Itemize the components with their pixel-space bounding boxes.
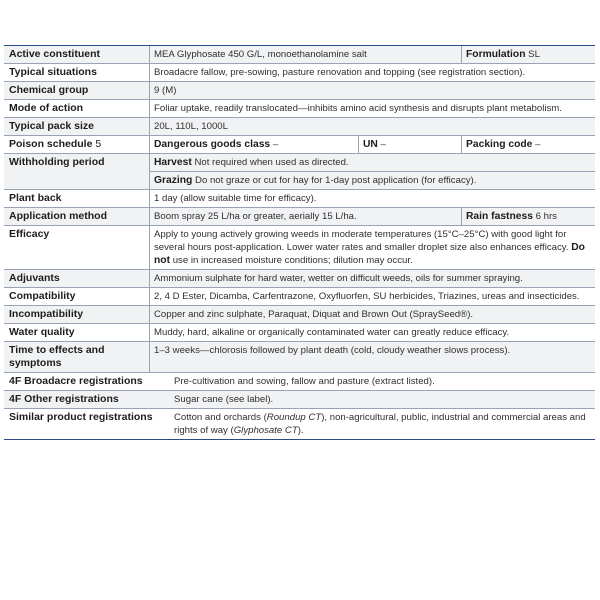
un-label: UN bbox=[363, 139, 378, 150]
label-incompatibility: Incompatibility bbox=[9, 308, 84, 320]
grazing-cell bbox=[150, 171, 595, 189]
label-mode-of-action: Mode of action bbox=[9, 102, 84, 114]
dangerous-goods-value: – bbox=[272, 139, 279, 150]
efficacy-do-not: Do not bbox=[154, 242, 585, 266]
label-4f-broadacre: 4F Broadacre registrations bbox=[9, 375, 143, 387]
label-pack-size: Typical pack size bbox=[9, 120, 95, 132]
row-4f-broadacre bbox=[4, 373, 595, 391]
row-compatibility bbox=[4, 288, 595, 306]
dangerous-goods-label: Dangerous goods class bbox=[154, 139, 271, 150]
un-value: – bbox=[380, 139, 386, 150]
poison-schedule-label: Poison schedule bbox=[9, 138, 93, 150]
label-active-constituent: Active constituent bbox=[9, 48, 101, 60]
packing-code-value: – bbox=[535, 139, 541, 150]
formulation-label: Formulation bbox=[466, 49, 526, 60]
value-4f-broadacre: Pre-cultivation and sowing, fallow and pasture (extract listed). bbox=[174, 376, 435, 387]
label-compatibility: Compatibility bbox=[9, 290, 76, 302]
efficacy-text-a: Apply to young actively growing weeds in moderate temperatures (15°C–25°C) with good light for several hours post-application. Lower water rates and smaller droplet size also enhances efficacy. bbox=[154, 229, 569, 253]
rain-fastness-cell bbox=[461, 208, 595, 225]
packing-code-cell bbox=[461, 136, 595, 153]
label-efficacy: Efficacy bbox=[9, 228, 50, 240]
value-water-quality: Muddy, hard, alkaline or organically contaminated water can greatly reduce efficacy. bbox=[149, 324, 595, 341]
row-application-method bbox=[4, 208, 595, 226]
row-pack-size bbox=[4, 118, 595, 136]
row-typical-situations bbox=[4, 64, 595, 82]
value-compatibility: 2, 4 D Ester, Dicamba, Carfentrazone, Oxyfluorfen, SU herbicides, Triazines, ureas and insecticides. bbox=[149, 288, 595, 305]
value-efficacy bbox=[149, 226, 595, 269]
row-active-constituent bbox=[4, 46, 595, 64]
similar-glyphosate: Glyphosate CT bbox=[233, 425, 298, 436]
row-plant-back bbox=[4, 190, 595, 208]
label-adjuvants: Adjuvants bbox=[9, 272, 60, 284]
value-chemical-group: 9 (M) bbox=[149, 82, 595, 99]
rain-fastness-value: 6 hrs bbox=[535, 211, 557, 222]
label-poison-schedule bbox=[4, 136, 149, 153]
value-4f-other: Sugar cane (see label). bbox=[174, 394, 274, 405]
label-similar-products: Similar product registrations bbox=[9, 411, 153, 423]
row-4f-other bbox=[4, 391, 595, 409]
similar-text-b: ), non-agricultural, public, industrial and commercial areas and rights of way ( bbox=[174, 412, 586, 436]
grazing-label: Grazing bbox=[154, 175, 193, 186]
value-time-to-effects: 1–3 weeks—chlorosis followed by plant death (cold, cloudy weather slows process). bbox=[149, 342, 595, 372]
row-water-quality bbox=[4, 324, 595, 342]
harvest-value: Not required when used as directed. bbox=[194, 157, 349, 168]
label-chemical-group: Chemical group bbox=[9, 84, 89, 96]
label-water-quality: Water quality bbox=[9, 326, 75, 338]
harvest-label: Harvest bbox=[154, 157, 192, 168]
value-incompatibility: Copper and zinc sulphate, Paraquat, Diquat and Brown Out (SpraySeed®). bbox=[149, 306, 595, 323]
formulation-cell bbox=[461, 46, 595, 63]
row-incompatibility bbox=[4, 306, 595, 324]
value-active-constituent: MEA Glyphosate 450 G/L, monoethanolamine salt bbox=[154, 49, 367, 60]
packing-code-label: Packing code bbox=[466, 139, 533, 150]
rain-fastness-label: Rain fastness bbox=[466, 211, 533, 222]
label-plant-back: Plant back bbox=[9, 192, 62, 204]
row-similar-products bbox=[4, 409, 595, 439]
value-adjuvants: Ammonium sulphate for hard water, wetter on difficult weeds, oils for summer spraying. bbox=[149, 270, 595, 287]
value-application-method: Boom spray 25 L/ha or greater, aerially 15 L/ha. bbox=[154, 211, 357, 222]
row-chemical-group bbox=[4, 82, 595, 100]
grazing-value: Do not graze or cut for hay for 1-day post application (for efficacy). bbox=[195, 175, 477, 186]
row-time-to-effects bbox=[4, 342, 595, 373]
efficacy-text-b: use in increased moisture conditions; dilution may occur. bbox=[172, 255, 413, 266]
row-mode-of-action bbox=[4, 100, 595, 118]
value-plant-back: 1 day (allow suitable time for efficacy). bbox=[149, 190, 595, 207]
similar-text-a: Cotton and orchards ( bbox=[174, 412, 267, 423]
row-poison-schedule bbox=[4, 136, 595, 154]
label-withholding-period: Withholding period bbox=[9, 156, 105, 168]
label-4f-other: 4F Other registrations bbox=[9, 393, 119, 405]
label-typical-situations: Typical situations bbox=[9, 66, 97, 78]
row-adjuvants bbox=[4, 270, 595, 288]
poison-schedule-value: 5 bbox=[95, 138, 102, 150]
label-time-to-effects: Time to effects and symptoms bbox=[9, 344, 105, 369]
formulation-value: SL bbox=[528, 49, 540, 60]
similar-text-c: ). bbox=[297, 425, 304, 436]
value-pack-size: 20L, 110L, 1000L bbox=[149, 118, 595, 135]
value-similar-products bbox=[170, 409, 595, 439]
value-mode-of-action: Foliar uptake, readily translocated—inhibits amino acid synthesis and disrupts plant metabolism. bbox=[149, 100, 595, 117]
harvest-cell bbox=[150, 154, 595, 171]
label-application-method: Application method bbox=[9, 210, 107, 222]
dangerous-goods-cell bbox=[150, 136, 358, 153]
similar-roundup: Roundup CT bbox=[266, 412, 322, 423]
product-info-table bbox=[4, 45, 595, 440]
row-withholding-period bbox=[4, 154, 595, 190]
un-cell bbox=[358, 136, 461, 153]
value-typical-situations: Broadacre fallow, pre-sowing, pasture renovation and topping (see registration section). bbox=[149, 64, 595, 81]
row-efficacy bbox=[4, 226, 595, 270]
